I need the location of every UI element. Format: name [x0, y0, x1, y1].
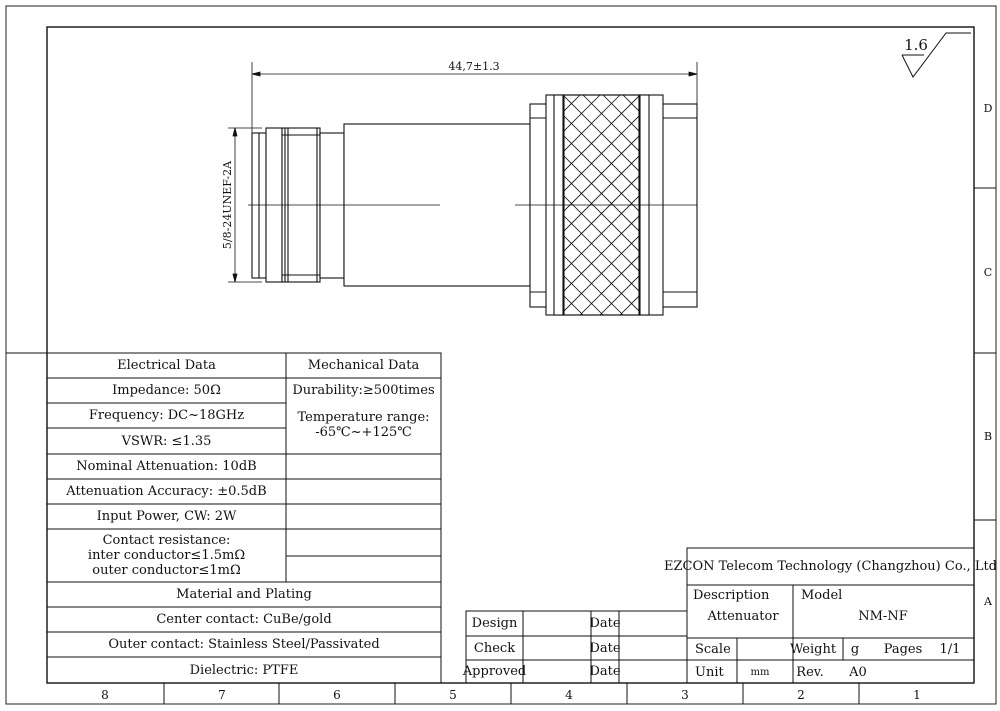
- description-value: Attenuator: [707, 608, 779, 624]
- company-name: EZCON Telecom Technology (Changzhou) Co., Ltd: [664, 559, 997, 574]
- scale-label: Scale: [695, 642, 731, 657]
- temperature-value: -65℃~+125℃: [315, 425, 412, 440]
- zone-number-8: 8: [101, 688, 109, 702]
- design-date-label: Date: [589, 616, 621, 631]
- check-date-label: Date: [589, 640, 621, 656]
- zone-number-7: 7: [218, 688, 226, 702]
- zone-label-a: A: [984, 595, 992, 608]
- model-value: NM-NF: [858, 608, 908, 624]
- dielectric: Dielectric: PTFE: [189, 662, 299, 678]
- material-header: Material and Plating: [176, 587, 312, 602]
- temperature-label: Temperature range:: [297, 410, 430, 425]
- zone-number-1: 1: [913, 688, 921, 702]
- zone-label-d: D: [983, 102, 993, 115]
- center-contact: Center contact: CuBe/gold: [156, 612, 332, 627]
- outer-contact: Outer contact: Stainless Steel/Passivated: [108, 637, 380, 652]
- contact-resistance-label: Contact resistance:: [102, 533, 231, 548]
- mechanical-data-header: Mechanical Data: [307, 358, 420, 373]
- length-dimension-label: 44,7±1.3: [448, 60, 500, 73]
- outer-conductor-resistance: outer conductor≤1mΩ: [92, 563, 241, 578]
- design-label: Design: [471, 616, 518, 631]
- electrical-data-header: Electrical Data: [117, 358, 216, 373]
- unit-value: mm: [750, 666, 770, 678]
- durability: Durability:≥500times: [292, 383, 435, 398]
- impedance: Impedance: 50Ω: [112, 383, 221, 398]
- contact-resistance: [47, 529, 286, 582]
- roughness-value: 1.6: [904, 36, 928, 54]
- zone-label-b: B: [983, 430, 993, 443]
- model-label: Model: [801, 587, 843, 603]
- weight-unit: g: [850, 642, 860, 657]
- pages-value: 1/1: [939, 642, 961, 657]
- zone-number-4: 4: [565, 688, 573, 702]
- attenuation-accuracy: Attenuation Accuracy: ±0.5dB: [66, 484, 267, 499]
- unit-label: Unit: [695, 664, 724, 680]
- approved-label: Approved: [462, 664, 527, 679]
- zone-label-c: C: [983, 266, 993, 279]
- description-label: Description: [693, 587, 770, 603]
- thread-label: 5/8-24UNEF-2A: [221, 160, 234, 250]
- inter-conductor-resistance: inter conductor≤1.5mΩ: [87, 548, 246, 563]
- check-label: Check: [473, 640, 516, 656]
- frequency: Frequency: DC~18GHz: [88, 408, 245, 423]
- zone-number-3: 3: [681, 688, 689, 702]
- approved-date-label: Date: [589, 664, 621, 679]
- rev-value: A0: [849, 664, 867, 680]
- pages-label: Pages: [883, 642, 923, 657]
- nominal-attenuation: Nominal Attenuation: 10dB: [76, 459, 257, 474]
- rev-label: Rev.: [796, 664, 824, 680]
- zone-number-5: 5: [449, 688, 457, 702]
- weight-label: Weight: [789, 642, 837, 657]
- temperature-range: [286, 405, 441, 445]
- zone-number-6: 6: [333, 688, 341, 702]
- vswr: VSWR: ≤1.35: [121, 433, 212, 449]
- zone-number-2: 2: [797, 688, 805, 702]
- input-power: Input Power, CW: 2W: [96, 509, 237, 524]
